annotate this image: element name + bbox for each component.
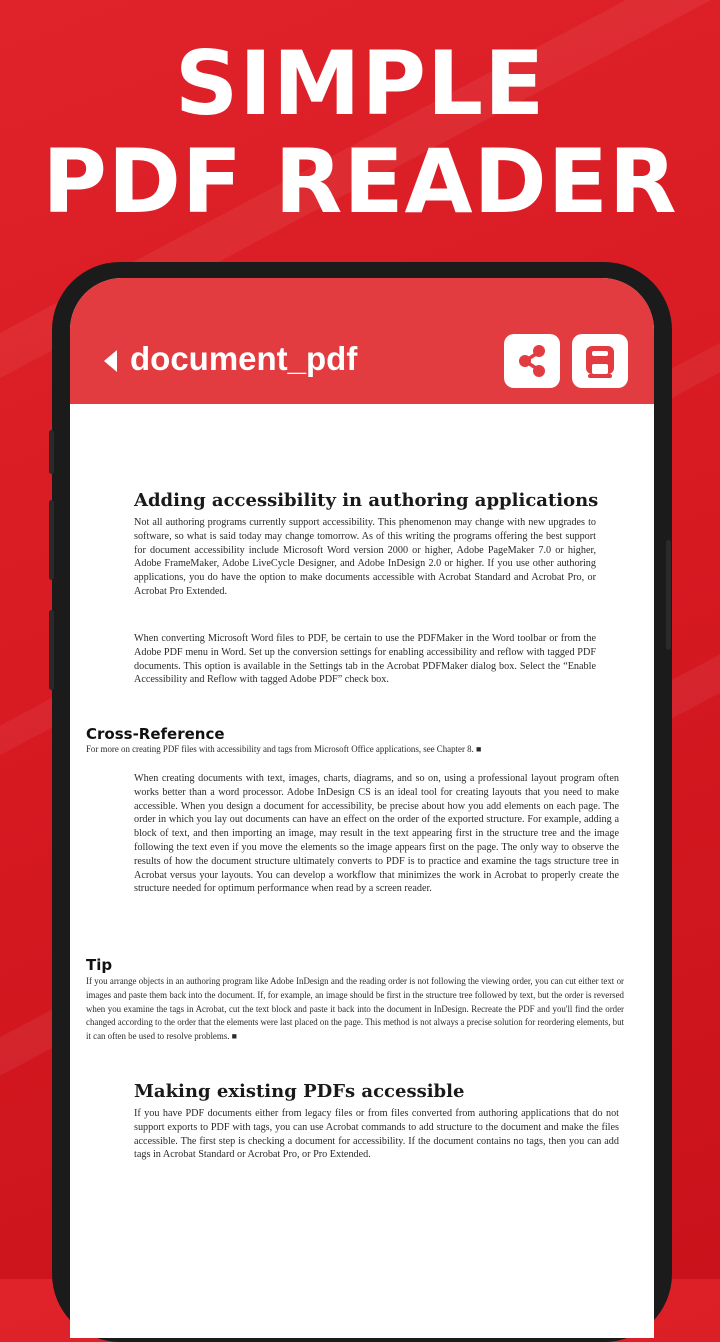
cross-reference-text: For more on creating PDF files with accessibility and tags from Microsoft Office applications, see Chapter 8. ■	[86, 744, 482, 754]
tip-heading: Tip	[86, 956, 113, 974]
paragraph: Not all authoring programs currently support accessibility. This phenomenon may change with new upgrades to software, so what is said today may change tomorrow. As of this writing the programs offering the best support for document accessibility include Microsoft Word version 2000 or higher, Adobe PageMaker 7.0 or higher, Adobe FrameMaker, Adobe LiveCycle Designer, and Adobe InDesign 2.0 or higher. If you use other authoring applications, you do have the option to make documents accessible with Acrobat Standard and Acrobat Pro, or Acrobat Pro Extended.	[134, 517, 596, 597]
tip-text: If you arrange objects in an authoring program like Adobe InDesign and the reading order is not following the viewing order, you can cut either text or images and paste them back into the document. If, for example, an image should be first in the structure tree followed by text, but the order is reversed when you examine the tags in Acrobat, cut the text block and paste it back into the document in InDesign. Recreate the PDF and you'll find the order changed according to the order that the elements were last placed on the page. This method is not always a precise solution for reordering elements, but it can often be used to resolve problems. ■	[86, 976, 624, 1042]
share-button[interactable]	[504, 334, 560, 388]
cross-reference-heading: Cross-Reference	[86, 725, 225, 743]
headline-line-1: SIMPLE	[174, 32, 546, 135]
print-button[interactable]	[572, 334, 628, 388]
pdf-page[interactable]	[70, 404, 654, 1338]
phone-side-button	[49, 500, 54, 580]
headline-line-2: PDF READER	[42, 130, 678, 233]
section-heading: Adding accessibility in authoring applications	[134, 490, 599, 511]
phone-side-button	[666, 540, 671, 650]
share-icon	[504, 334, 560, 388]
phone-side-button	[49, 610, 54, 690]
chevron-left-icon[interactable]	[104, 350, 117, 372]
app-bar	[70, 278, 654, 404]
section-heading: Making existing PDFs accessible	[134, 1081, 465, 1102]
paragraph: When creating documents with text, images, charts, diagrams, and so on, using a professional layout program often works better than a word processor. Adobe InDesign CS is an ideal tool for creating layouts that you need to make accessible. When you design a document for accessibility, be precise about how you add elements on each page. The order in which you lay out documents can have an effect on the order of the exported structure. For example, adding a block of text, and then importing an image, may result in the text appearing first in the structure tree and the image following the text even if you move the elements so the image appears first on the page. The only way to observe the results of how the document structure ultimately converts to PDF is to practice and examine the tags structure tree in Acrobat versus your layouts. You can develop a workflow that minimizes the work in Acrobat to properly create the structure needed for optimum performance when read by a screen reader.	[134, 773, 619, 895]
printer-icon	[572, 334, 628, 388]
paragraph: If you have PDF documents either from legacy files or from files converted from authoring applications that do not support exports to PDF with tags, you can use Acrobat commands to add structure to the document and make the files accessible. The first step is checking a document for accessibility. If the document contains no tags, then you can add tags in Acrobat Standard or Acrobat Pro, or Pro Extended.	[134, 1108, 619, 1161]
phone-screen	[70, 278, 654, 1338]
document-title: document_pdf	[130, 340, 358, 377]
paragraph: When converting Microsoft Word files to PDF, be certain to use the PDFMaker in the Word toolbar or from the Adobe PDF menu in Word. Set up the conversion settings for enabling accessibility and reflow with tagged PDF documents. This option is available in the Settings tab in the Acrobat PDFMaker dialog box. Select the “Enable Accessibility and Reflow with tagged Adobe PDF” check box.	[134, 633, 596, 686]
phone-side-button	[49, 430, 54, 474]
